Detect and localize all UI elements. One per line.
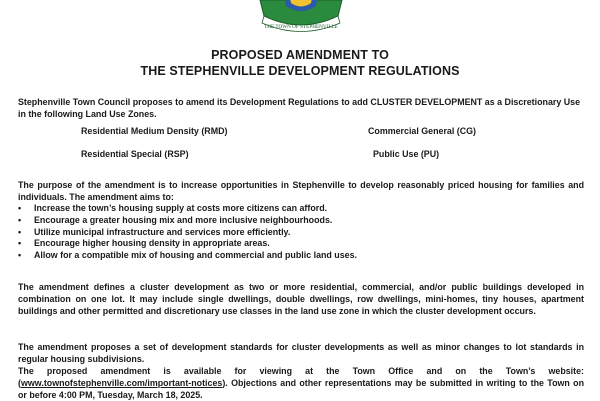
list-item: • Increase the town’s housing supply at costs more citizens can afford. (18, 203, 328, 213)
list-item: • Encourage higher housing density in appropriate areas. (18, 238, 270, 249)
bullet-icon: • (18, 250, 22, 261)
website-link[interactable]: www.townofstephenville.com/important-notices (20, 377, 223, 388)
list-item: • Allow for a compatible mix of housing and commercial and public land uses. (18, 250, 358, 261)
heading-line-1: PROPOSED AMENDMENT TO (211, 48, 389, 62)
list-item: • Utilize municipal infrastructure and services more efficiently. (18, 226, 291, 237)
bullet-icon: • (18, 214, 22, 225)
purpose-paragraph: The purpose of the amendment is to increase opportunities in Stephenville to develop reasonably priced housing for families and individuals. The amendment aims to: (18, 180, 584, 202)
town-crest-icon (246, 0, 356, 34)
zone-cg: Commercial General (CG) (368, 126, 477, 136)
standards-paragraph: The amendment proposes a set of development standards for cluster developments as well as minor changes to lot standards in regular housing subdivisions. (18, 342, 584, 364)
town-logo (246, 0, 356, 34)
bullet-icon: • (18, 203, 22, 213)
logo-banner-text: THE TOWN OF STEPHENVILLE (264, 24, 338, 30)
zone-pu: Public Use (PU) (373, 149, 440, 159)
zone-rmd: Residential Medium Density (RMD) (81, 126, 228, 136)
bullet-icon: • (18, 238, 22, 249)
zone-rsp: Residential Special (RSP) (81, 149, 189, 159)
availability-paragraph: The proposed amendment is available for viewing at the Town Office and on the Town’s website: (www.townofstephenville.com/important-notices). Objections and other representations may be submitted in writing to the Town on or before 4:00 PM, Tuesday, March 18, 2025. (18, 366, 584, 400)
intro-text: Stephenville Town Council proposes to amend its Development Regulations to add CLUSTER DEVELOPMENT as a Discretionary Use in the following Land Use Zones. (18, 97, 581, 119)
bullet-icon: • (18, 226, 22, 237)
aims-list (18, 203, 584, 262)
definition-paragraph: The amendment defines a cluster development as two or more residential, commercial, and/or public buildings developed in combination on one lot. It may include single dwellings, double dwellings, row dwellings, mini-homes, tiny houses, apartment buildings and other permitted and discretionary use classes in the land use zone in which the cluster development occurs. (18, 282, 584, 316)
list-item: • Encourage a greater housing mix and more inclusive neighbourhoods. (18, 214, 333, 225)
heading-line-2: THE STEPHENVILLE DEVELOPMENT REGULATIONS (140, 64, 460, 78)
